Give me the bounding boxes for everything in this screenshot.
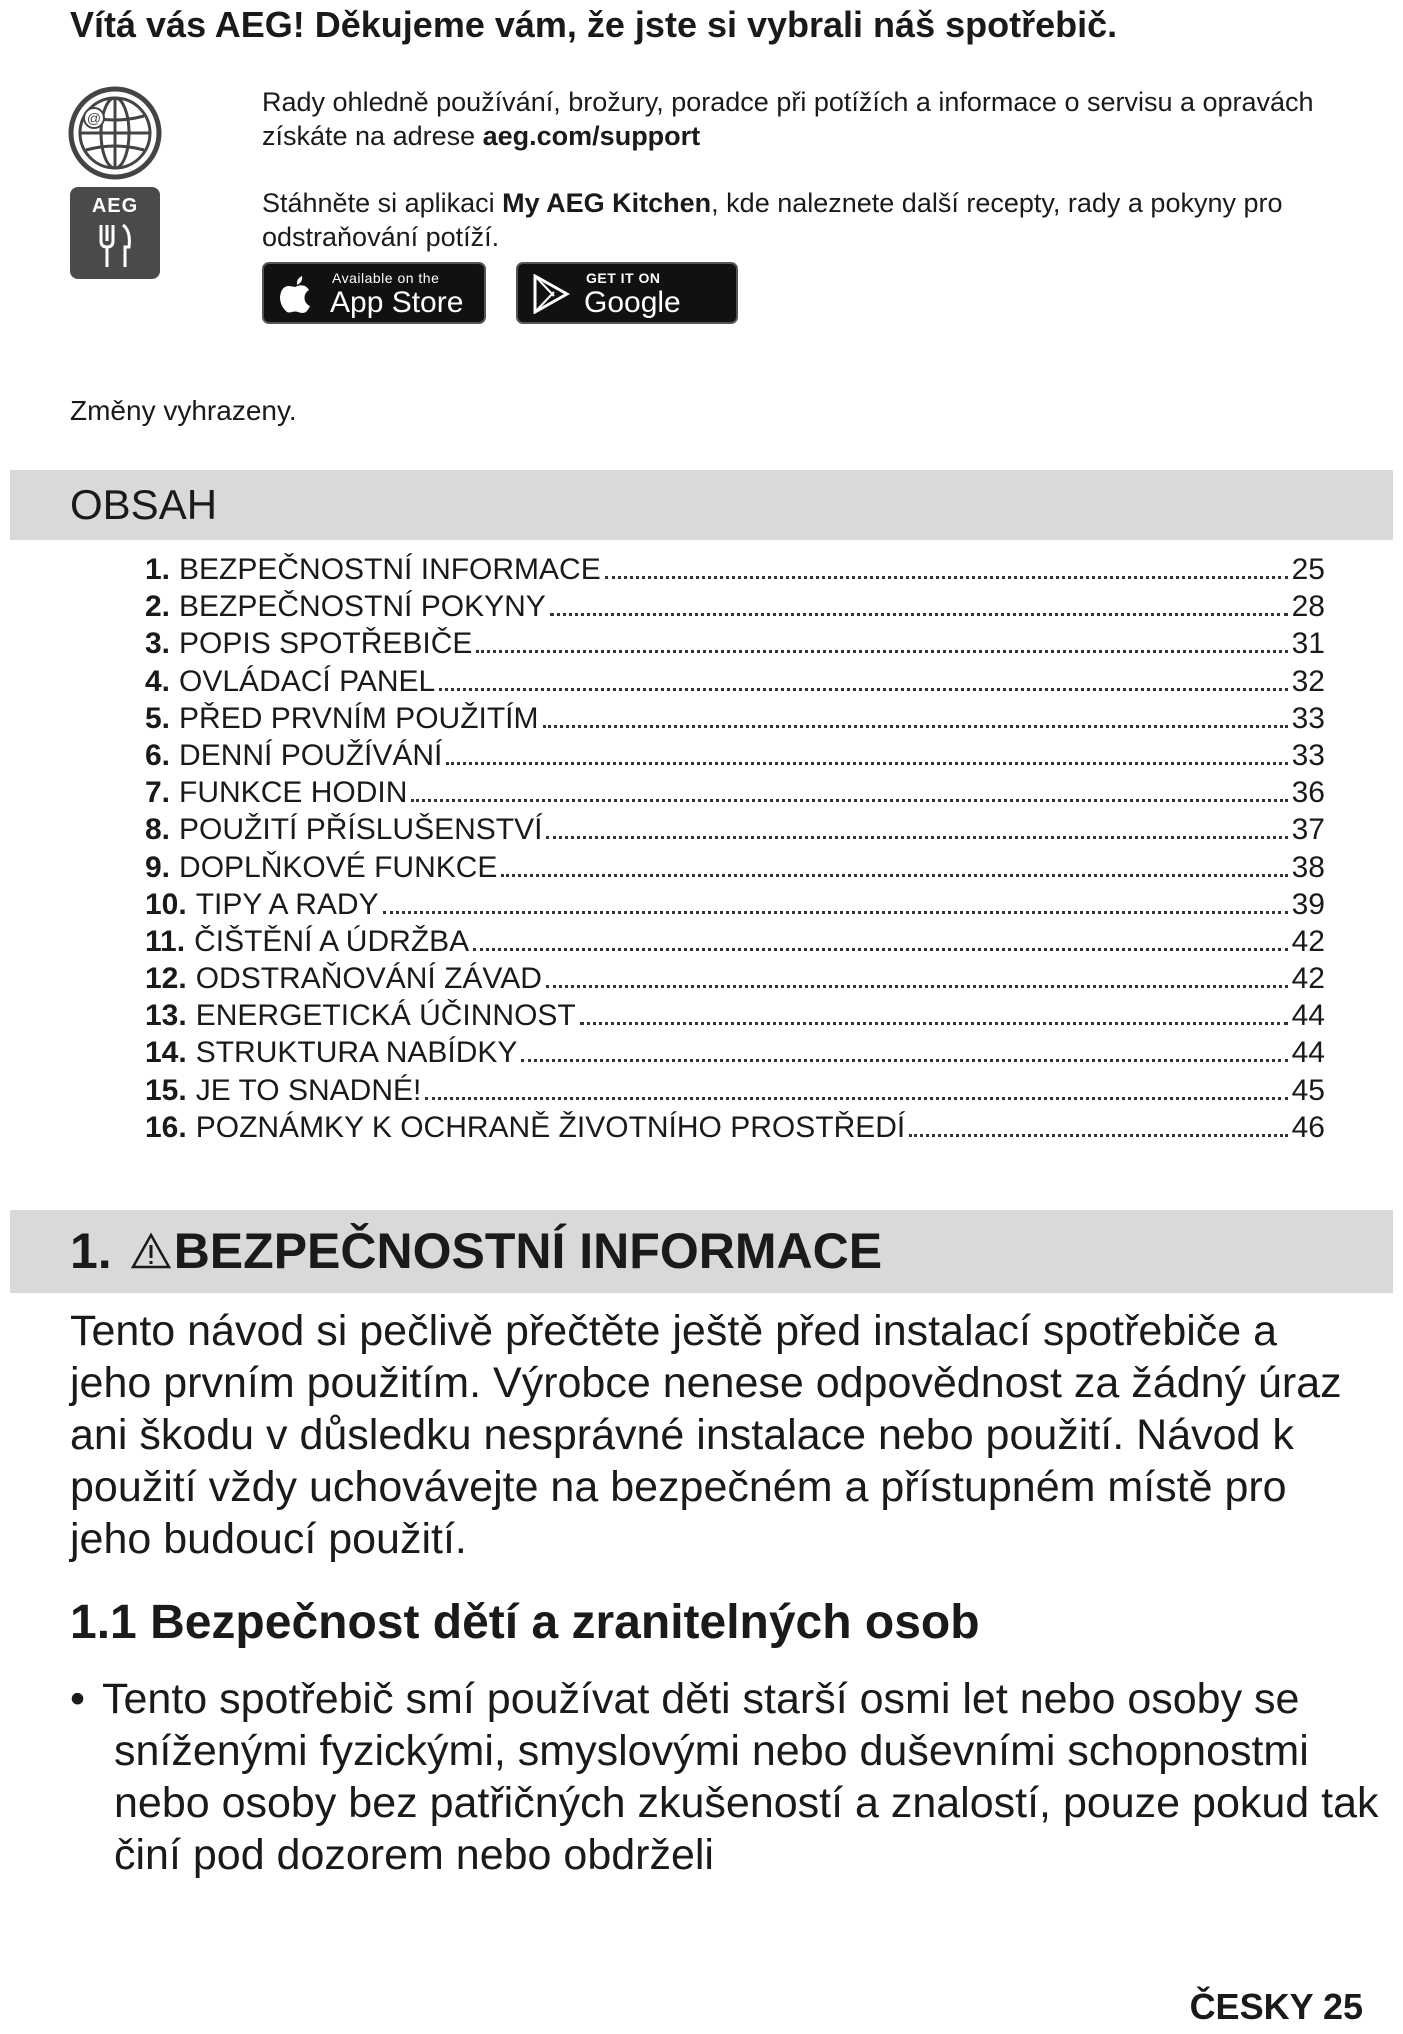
toc-leader-dots [550, 613, 1288, 616]
safety-bullet-list [70, 1673, 1390, 1881]
toc-entry-page: 44 [1291, 1036, 1325, 1070]
toc-entry-number: 2. [145, 590, 171, 624]
toc-entry-number: 3. [145, 627, 171, 661]
toc-entry-title: POUŽITÍ PŘÍSLUŠENSTVÍ [179, 813, 543, 847]
toc-leader-dots [439, 688, 1287, 691]
toc-entry-title: PŘED PRVNÍM POUŽITÍM [179, 701, 539, 735]
toc-entry[interactable] [145, 813, 1325, 850]
warning-icon [130, 1232, 172, 1270]
web-support-icon [68, 86, 162, 180]
section-number: 1. [70, 1223, 112, 1279]
app-text-after: , kde naleznete další recepty, rady a pokyny pro odstraňování potíží. [262, 188, 1283, 252]
support-text: Rady ohledně používání, brožury, poradce při potížích a informace o servisu a opravách získáte na adrese [262, 87, 1314, 151]
toc-entry-number: 15. [145, 1073, 187, 1107]
app-text-before: Stáhněte si aplikaci [262, 188, 503, 218]
changes-reserved: Změny vyhrazeny. [70, 395, 297, 426]
toc-entry-page: 28 [1291, 590, 1325, 624]
toc-entry-number: 6. [145, 738, 171, 772]
toc-entry-title: TIPY A RADY [195, 887, 379, 921]
toc-leader-dots [521, 1059, 1287, 1062]
toc-entry-number: 7. [145, 776, 171, 810]
subsection-title: 1.1 Bezpečnost dětí a zranitelných osob [70, 1596, 980, 1649]
toc-entry[interactable] [145, 665, 1325, 702]
svg-text:@: @ [86, 110, 102, 126]
toc-entry[interactable] [145, 962, 1325, 999]
toc-leader-dots [383, 911, 1288, 914]
toc-entry-number: 10. [145, 887, 187, 921]
app-paragraph [262, 186, 1392, 254]
appstore-small-text: Available on the [332, 270, 440, 286]
toc-entry[interactable] [145, 627, 1325, 664]
apple-icon [278, 274, 312, 314]
toc-entry-page: 33 [1291, 701, 1325, 735]
toc-leader-dots [546, 836, 1287, 839]
toc-entry-page: 42 [1291, 924, 1325, 958]
toc-title: OBSAH [70, 481, 218, 528]
toc-leader-dots [543, 725, 1288, 728]
toc-entry-number: 5. [145, 701, 171, 735]
aeg-kitchen-app-logo [70, 187, 160, 279]
gplay-big-text: Google Play [584, 286, 681, 353]
page-footer: ČESKY 25 [1189, 1986, 1363, 2027]
toc-entry-page: 42 [1291, 962, 1325, 996]
section-title-text: BEZPEČNOSTNÍ INFORMACE [173, 1223, 883, 1279]
toc-entry-number: 1. [145, 553, 171, 586]
play-icon [532, 274, 570, 314]
toc-entry-title: FUNKCE HODIN [179, 776, 408, 810]
table-of-contents [145, 553, 1325, 1148]
toc-entry[interactable] [145, 590, 1325, 627]
appstore-big-text: App Store [330, 286, 464, 319]
toc-entry-page: 31 [1291, 627, 1325, 661]
toc-leader-dots [425, 1097, 1287, 1100]
toc-leader-dots [501, 874, 1287, 877]
toc-entry[interactable] [145, 776, 1325, 813]
toc-leader-dots [909, 1134, 1287, 1137]
toc-entry[interactable] [145, 553, 1325, 590]
toc-leader-dots [473, 948, 1288, 951]
toc-entry[interactable] [145, 1074, 1325, 1111]
toc-entry-title: BEZPEČNOSTNÍ POKYNY [179, 590, 546, 624]
toc-leader-dots [546, 985, 1288, 988]
toc-entry[interactable] [145, 999, 1325, 1036]
toc-entry[interactable] [145, 851, 1325, 888]
cutlery-icon [97, 223, 133, 269]
toc-entry-number: 16. [145, 1110, 187, 1144]
welcome-heading: Vítá vás AEG! Děkujeme vám, že jste si vybrali náš spotřebič. [70, 4, 1118, 45]
safety-intro: Tento návod si pečlivě přečtěte ještě před instalací spotřebiče a jeho prvním použitím. Výrobce nenese odpovědnost za žádný úraz ani škodu v důsledku nesprávné instalace nebo použití. Návod k použití vždy uchovávejte na bezpečném a přístupném místě pro jeho budoucí použití. [70, 1307, 1342, 1563]
toc-leader-dots [411, 799, 1287, 802]
toc-entry-title: BEZPEČNOSTNÍ INFORMACE [179, 553, 601, 586]
toc-entry-title: STRUKTURA NABÍDKY [195, 1036, 518, 1070]
app-store-badge[interactable] [262, 262, 486, 324]
app-name: My AEG Kitchen [502, 188, 712, 218]
toc-entry-number: 4. [145, 664, 171, 698]
toc-entry-page: 32 [1291, 664, 1325, 698]
toc-entry-title: ČIŠTĚNÍ A ÚDRŽBA [194, 924, 470, 958]
toc-leader-dots [605, 576, 1288, 579]
section-title [70, 1222, 882, 1280]
toc-entry-page: 45 [1291, 1073, 1325, 1107]
toc-entry-page: 38 [1291, 850, 1325, 884]
support-paragraph [262, 85, 1362, 153]
toc-leader-dots [446, 762, 1287, 765]
toc-entry-number: 11. [145, 924, 186, 958]
toc-leader-dots [476, 650, 1287, 653]
toc-entry-page: 39 [1291, 887, 1325, 921]
toc-entry[interactable] [145, 1036, 1325, 1073]
toc-entry-number: 14. [145, 1036, 187, 1070]
toc-entry-number: 13. [145, 999, 187, 1033]
toc-entry[interactable] [145, 702, 1325, 739]
toc-entry-number: 12. [145, 962, 187, 996]
list-item [70, 1673, 1390, 1881]
toc-entry-title: POPIS SPOTŘEBIČE [179, 627, 473, 661]
bullet-icon: • [70, 1675, 86, 1723]
toc-entry-title: JE TO SNADNÉ! [195, 1073, 422, 1107]
toc-header-band [10, 470, 1393, 540]
toc-entry-page: 37 [1291, 813, 1325, 847]
toc-entry-title: ENERGETICKÁ ÚČINNOST [195, 999, 576, 1033]
app-logo-label: AEG [91, 195, 139, 217]
toc-entry-title: DOPLŇKOVÉ FUNKCE [179, 850, 498, 884]
toc-entry-page: 44 [1291, 999, 1325, 1033]
bullet-text: Tento spotřebič smí používat děti starší osmi let nebo osoby se sníženými fyzickými, smyslovými nebo duševními schopnostmi nebo osoby bez patřičných zkušeností a znalostí, pouze pokud tak činí pod dozorem nebo obdrželi [102, 1675, 1379, 1879]
toc-entry-number: 9. [145, 850, 171, 884]
toc-entry-number: 8. [145, 813, 171, 847]
support-link[interactable]: aeg.com/support [482, 121, 701, 151]
toc-entry[interactable] [145, 739, 1325, 776]
toc-entry-title: ODSTRAŇOVÁNÍ ZÁVAD [195, 962, 542, 996]
toc-entry-title: DENNÍ POUŽÍVÁNÍ [179, 738, 443, 772]
toc-leader-dots [580, 1022, 1288, 1025]
gplay-small-text: GET IT ON [586, 270, 661, 286]
toc-entry-page: 46 [1291, 1110, 1325, 1144]
toc-entry[interactable] [145, 888, 1325, 925]
toc-entry[interactable] [145, 1111, 1325, 1148]
toc-entry-title: OVLÁDACÍ PANEL [179, 664, 436, 698]
google-play-badge[interactable] [516, 262, 738, 353]
toc-entry[interactable] [145, 925, 1325, 962]
toc-entry-title: POZNÁMKY K OCHRANĚ ŽIVOTNÍHO PROSTŘEDÍ [195, 1110, 906, 1144]
toc-entry-page: 36 [1291, 776, 1325, 810]
toc-entry-page: 33 [1291, 738, 1325, 772]
toc-entry-page: 25 [1291, 553, 1325, 586]
